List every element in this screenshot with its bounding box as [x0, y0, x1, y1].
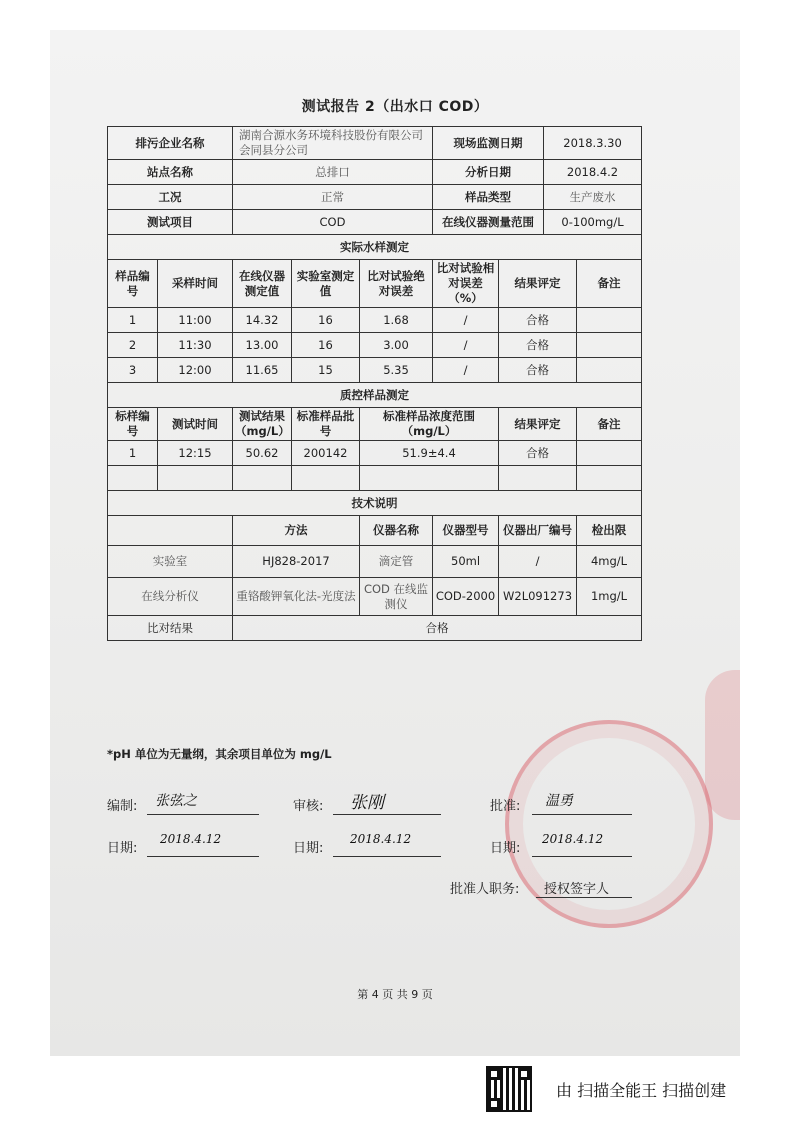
table-row — [108, 333, 642, 358]
info-row-site — [108, 160, 642, 185]
actual-header: 样品编号 — [108, 260, 158, 308]
abs-error: 5.35 — [360, 358, 433, 383]
reviewed-date-label: 日期: — [293, 841, 324, 856]
table-row — [108, 358, 642, 383]
qc-header: 标样编号 — [108, 408, 158, 441]
qc-section-row — [108, 383, 642, 408]
approved-date: 2018.4.12 — [542, 832, 604, 846]
seal-fragment — [705, 670, 740, 820]
report-table — [107, 126, 642, 641]
test-result: 50.62 — [233, 441, 292, 466]
analysis-date-value: 2018.4.2 — [544, 160, 642, 185]
lab-value: 15 — [292, 358, 360, 383]
online-value: 13.00 — [233, 333, 292, 358]
analysis-date-label: 分析日期 — [433, 160, 544, 185]
company-label: 排污企业名称 — [108, 127, 233, 160]
actual-header: 结果评定 — [499, 260, 577, 308]
tech-header: 仪器型号 — [433, 516, 499, 546]
standard-no: 1 — [108, 441, 158, 466]
test-time: 12:15 — [158, 441, 233, 466]
online-value: 14.32 — [233, 308, 292, 333]
actual-header: 实验室测定值 — [292, 260, 360, 308]
approved-signature: 温勇 — [545, 793, 573, 809]
standard-range: 51.9±4.4 — [360, 441, 499, 466]
tech-model: 50ml — [433, 546, 499, 578]
compiled-date: 2018.4.12 — [160, 832, 222, 846]
approved-label: 批准: — [490, 799, 521, 814]
sample-time: 11:00 — [158, 308, 233, 333]
batch-no: 200142 — [292, 441, 360, 466]
qc-header: 结果评定 — [499, 408, 577, 441]
tech-header: 方法 — [233, 516, 360, 546]
result-eval: 合格 — [499, 358, 577, 383]
abs-error: 3.00 — [360, 333, 433, 358]
approver-title-label: 批准人职务: — [450, 882, 520, 897]
info-row-company — [108, 127, 642, 160]
abs-error: 1.68 — [360, 308, 433, 333]
reviewed-date: 2018.4.12 — [350, 832, 412, 846]
actual-header: 备注 — [577, 260, 642, 308]
actual-header-row — [108, 260, 642, 308]
sample-no: 1 — [108, 308, 158, 333]
compare-value: 合格 — [233, 616, 642, 641]
compare-row — [108, 616, 642, 641]
qc-header: 标准样品浓度范围（mg/L） — [360, 408, 499, 441]
tech-header: 仪器出厂编号 — [499, 516, 577, 546]
tech-serial: / — [499, 546, 577, 578]
company-value: 湖南合源水务环境科技股份有限公司会同县分公司 — [233, 127, 433, 160]
tech-section-row — [108, 491, 642, 516]
compiled-signature: 张弦之 — [155, 793, 197, 809]
reviewed-label: 审核: — [293, 799, 324, 814]
qc-header: 备注 — [577, 408, 642, 441]
site-label: 站点名称 — [108, 160, 233, 185]
actual-header: 比对试验绝对误差 — [360, 260, 433, 308]
table-row-empty — [108, 466, 642, 491]
approver-title-value: 授权签字人 — [544, 882, 610, 897]
actual-section-title: 实际水样测定 — [108, 235, 642, 260]
tech-limit: 1mg/L — [577, 578, 642, 616]
sample-no: 2 — [108, 333, 158, 358]
report-title: 测试报告 2（出水口 COD） — [301, 99, 489, 115]
tech-instrument: 滴定管 — [360, 546, 433, 578]
remark — [577, 333, 642, 358]
qc-header: 标准样品批号 — [292, 408, 360, 441]
condition-label: 工况 — [108, 185, 233, 210]
rel-error: / — [433, 358, 499, 383]
qc-header: 测试结果（mg/L） — [233, 408, 292, 441]
tech-name: 实验室 — [108, 546, 233, 578]
tech-section-title: 技术说明 — [108, 491, 642, 516]
result-eval: 合格 — [499, 308, 577, 333]
actual-section-row — [108, 235, 642, 260]
condition-value: 正常 — [233, 185, 433, 210]
online-value: 11.65 — [233, 358, 292, 383]
sample-type-value: 生产废水 — [544, 185, 642, 210]
rel-error: / — [433, 308, 499, 333]
table-row — [108, 308, 642, 333]
qc-header: 测试时间 — [158, 408, 233, 441]
table-row — [108, 578, 642, 616]
report-sheet — [50, 30, 740, 1056]
scanner-footer — [488, 1068, 788, 1118]
compiled-label: 编制: — [107, 799, 138, 814]
tech-serial: W2L091273 — [499, 578, 577, 616]
actual-header: 采样时间 — [158, 260, 233, 308]
result-eval: 合格 — [499, 333, 577, 358]
sample-type-label: 样品类型 — [433, 185, 544, 210]
site-value: 总排口 — [233, 160, 433, 185]
unit-note: *pH 单位为无量纲，其余项目单位为 mg/L — [107, 747, 332, 761]
item-value: COD — [233, 210, 433, 235]
remark — [577, 358, 642, 383]
sample-no: 3 — [108, 358, 158, 383]
item-label: 测试项目 — [108, 210, 233, 235]
field-date-value: 2018.3.30 — [544, 127, 642, 160]
table-row — [108, 546, 642, 578]
qc-header-row — [108, 408, 642, 441]
sample-time: 11:30 — [158, 333, 233, 358]
qc-eval: 合格 — [499, 441, 577, 466]
remark — [577, 441, 642, 466]
table-row — [108, 441, 642, 466]
info-row-condition — [108, 185, 642, 210]
tech-instrument: COD 在线监测仪 — [360, 578, 433, 616]
actual-header: 比对试验相对误差（%） — [433, 260, 499, 308]
sample-time: 12:00 — [158, 358, 233, 383]
qc-section-title: 质控样品测定 — [108, 383, 642, 408]
compiled-date-label: 日期: — [107, 841, 138, 856]
field-date-label: 现场监测日期 — [433, 127, 544, 160]
range-value: 0-100mg/L — [544, 210, 642, 235]
tech-model: COD-2000 — [433, 578, 499, 616]
rel-error: / — [433, 333, 499, 358]
reviewed-signature: 张刚 — [350, 793, 384, 813]
page-number: 第 4 页 共 9 页 — [357, 988, 433, 1001]
lab-value: 16 — [292, 333, 360, 358]
scanner-footer-text: 由 扫描全能王 扫描创建 — [556, 1081, 727, 1100]
tech-header: 仪器名称 — [360, 516, 433, 546]
qr-code-icon — [488, 1068, 530, 1110]
tech-name: 在线分析仪 — [108, 578, 233, 616]
lab-value: 16 — [292, 308, 360, 333]
approved-date-label: 日期: — [490, 841, 521, 856]
tech-header: 检出限 — [577, 516, 642, 546]
tech-limit: 4mg/L — [577, 546, 642, 578]
tech-method: 重铬酸钾氧化法-光度法 — [233, 578, 360, 616]
tech-method: HJ828-2017 — [233, 546, 360, 578]
range-label: 在线仪器测量范围 — [433, 210, 544, 235]
actual-header: 在线仪器测定值 — [233, 260, 292, 308]
info-row-item — [108, 210, 642, 235]
tech-header-row — [108, 516, 642, 546]
compare-label: 比对结果 — [108, 616, 233, 641]
remark — [577, 308, 642, 333]
